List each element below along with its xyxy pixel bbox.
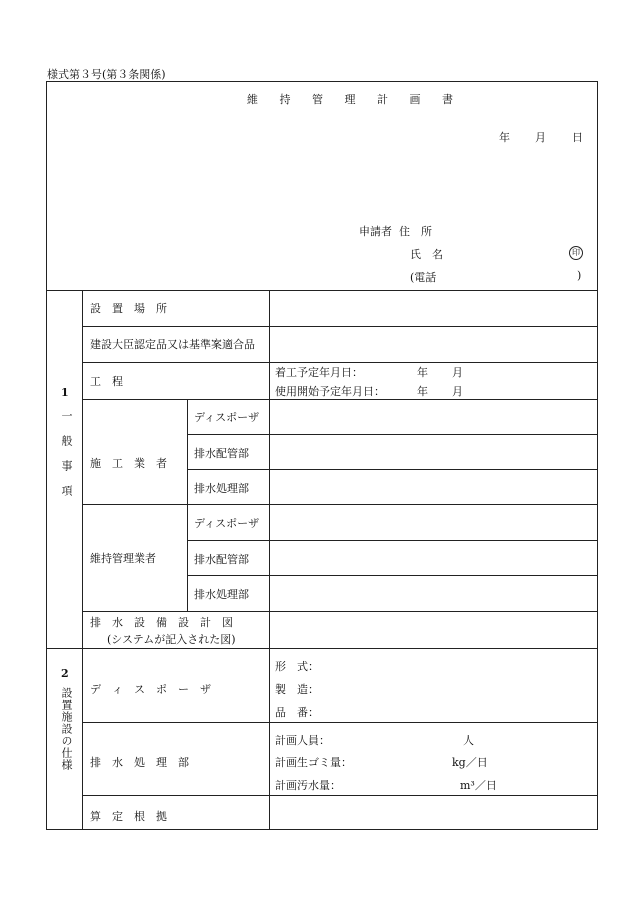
disposer-label: デ ィ ス ポ ー ザ: [90, 683, 211, 696]
date-month: 月: [535, 131, 546, 144]
form-frame: [46, 81, 598, 830]
drawing-note: (システムが記入された図): [107, 633, 236, 646]
applicant-label: 申請者: [359, 225, 392, 238]
row-certified: 建設大臣認定品又は基準案適合品: [90, 338, 255, 351]
schedule-start-year: 年: [417, 366, 428, 379]
section2-number: 2: [61, 667, 69, 680]
phone-label: (電話: [410, 271, 437, 284]
seal-mark: 印: [569, 246, 583, 260]
maintainer-piping: 排水配管部: [194, 553, 249, 566]
disposer-type: 形 式：: [275, 660, 319, 673]
form-title: 維 持 管 理 計 画 書: [247, 93, 462, 106]
treatment-garbage-unit: kg／日: [452, 756, 488, 769]
drawing-label: 排 水 設 備 設 計 図: [90, 616, 233, 629]
schedule-start-month: 月: [452, 366, 463, 379]
treatment-garbage: 計画生ゴミ量：: [275, 756, 352, 769]
treatment-wastewater: 計画汚水量：: [275, 779, 341, 792]
treatment-label: 排 水 処 理 部: [90, 756, 189, 769]
section1-title: 一般事項: [60, 410, 73, 510]
schedule-use-label: 使用開始予定年月日：: [275, 385, 385, 398]
treatment-wastewater-unit: m³／日: [460, 779, 497, 792]
schedule-use-year: 年: [417, 385, 428, 398]
maintainer-treatment: 排水処理部: [194, 588, 249, 601]
basis-label: 算 定 根 拠: [90, 810, 167, 823]
treatment-persons-unit: 人: [463, 734, 474, 747]
maintainer-disposer: ディスポーザ: [194, 517, 260, 530]
contractor-label: 施 工 業 者: [90, 457, 167, 470]
schedule-start-label: 着工予定年月日：: [275, 366, 363, 379]
row-schedule-label: 工 程: [90, 375, 123, 388]
contractor-disposer: ディスポーザ: [194, 411, 260, 424]
section1-number: 1: [61, 386, 69, 399]
section-divider: [47, 648, 597, 649]
header-divider: [47, 290, 597, 291]
treatment-persons: 計画人員：: [275, 734, 330, 747]
maintainer-label: 維持管理業者: [90, 552, 156, 565]
contractor-treatment: 排水処理部: [194, 482, 249, 495]
date-year: 年: [499, 131, 510, 144]
phone-close: ): [577, 269, 582, 282]
row-location: 設 置 場 所: [90, 302, 167, 315]
name-label: 氏 名: [410, 248, 443, 261]
address-label: 住 所: [399, 225, 432, 238]
disposer-maker: 製 造：: [275, 683, 319, 696]
schedule-use-month: 月: [452, 385, 463, 398]
disposer-model: 品 番：: [275, 706, 319, 719]
form-number-label: 様式第３号(第３条関係): [47, 68, 166, 81]
section2-title: 設置施設の仕様: [60, 687, 73, 771]
contractor-piping: 排水配管部: [194, 447, 249, 460]
date-day: 日: [572, 131, 583, 144]
